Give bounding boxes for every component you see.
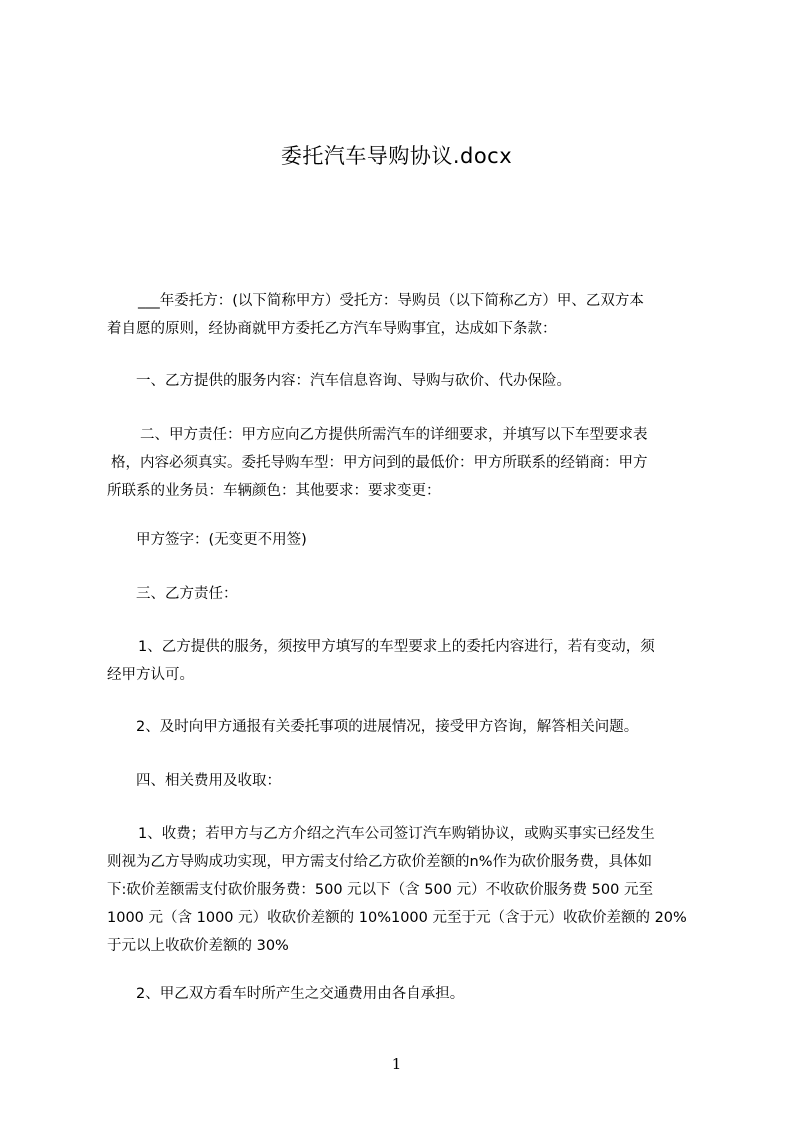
paragraph-section-1 <box>107 367 707 395</box>
paragraph-section-4 <box>107 767 707 795</box>
paragraph-line: 于元以上收砍价差额的 30% <box>107 938 289 954</box>
paragraph-item-4-1 <box>107 820 707 960</box>
paragraph-line: 2、及时向甲方通报有关委托事项的进展情况，接受甲方咨询，解答相关问题。 <box>136 719 639 735</box>
paragraph-line: 二、甲方责任：甲方应向乙方提供所需汽车的详细要求，并填写以下车型要求表 <box>140 427 648 443</box>
paragraph-line: 四、相关费用及收取： <box>136 773 281 789</box>
paragraph-line: 一、乙方提供的服务内容：汽车信息咨询、导购与砍价、代办保险。 <box>136 373 571 389</box>
page-number: 1 <box>391 1055 402 1073</box>
paragraph-signature <box>107 526 707 554</box>
paragraph-item-3-1 <box>107 633 707 689</box>
paragraph-item-3-2 <box>107 713 707 741</box>
paragraph-line: 2、甲乙双方看车时所产生之交通费用由各自承担。 <box>136 986 465 1002</box>
paragraph-line: 着自愿的原则，经协商就甲方委托乙方汽车导购事宜，达成如下条款： <box>107 321 557 337</box>
document-title: 委托汽车导购协议.docx <box>280 144 513 168</box>
paragraph-line: 1、乙方提供的服务，须按甲方填写的车型要求上的委托内容进行，若有变动，须 <box>138 639 655 655</box>
paragraph-line: 1、收费；若甲方与乙方介绍之汽车公司签订汽车购销协议，或购买事实已经发生 <box>138 826 655 842</box>
paragraph-section-3 <box>107 580 707 608</box>
paragraph-preamble <box>107 287 707 343</box>
paragraph-section-2 <box>107 421 707 505</box>
paragraph-line: 1000 元（含 1000 元）收砍价差额的 10%1000 元至于元（含于元）收砍价差额的 20% <box>107 910 687 926</box>
paragraph-line: 所联系的业务员：车辆颜色：其他要求：要求变更： <box>107 483 441 499</box>
paragraph-line: 下:砍价差额需支付砍价服务费：500 元以下（含 500 元）不收砍价服务费 500 元至 <box>107 882 653 898</box>
paragraph-line: 甲方签字：(无变更不用签) <box>136 532 307 548</box>
paragraph-line: ___年委托方：(以下简称甲方）受托方：导购员（以下简称乙方）甲、乙双方本 <box>138 293 644 309</box>
paragraph-line: 则视为乙方导购成功实现，甲方需支付给乙方砍价差额的n%作为砍价服务费，具体如 <box>107 854 652 870</box>
paragraph-line: 三、乙方责任： <box>136 586 238 602</box>
paragraph-line: 格，内容必须真实。委托导购车型：甲方问到的最低价：甲方所联系的经销商：甲方 <box>111 455 648 471</box>
paragraph-item-4-2 <box>107 980 707 1008</box>
paragraph-line: 经甲方认可。 <box>107 667 194 683</box>
